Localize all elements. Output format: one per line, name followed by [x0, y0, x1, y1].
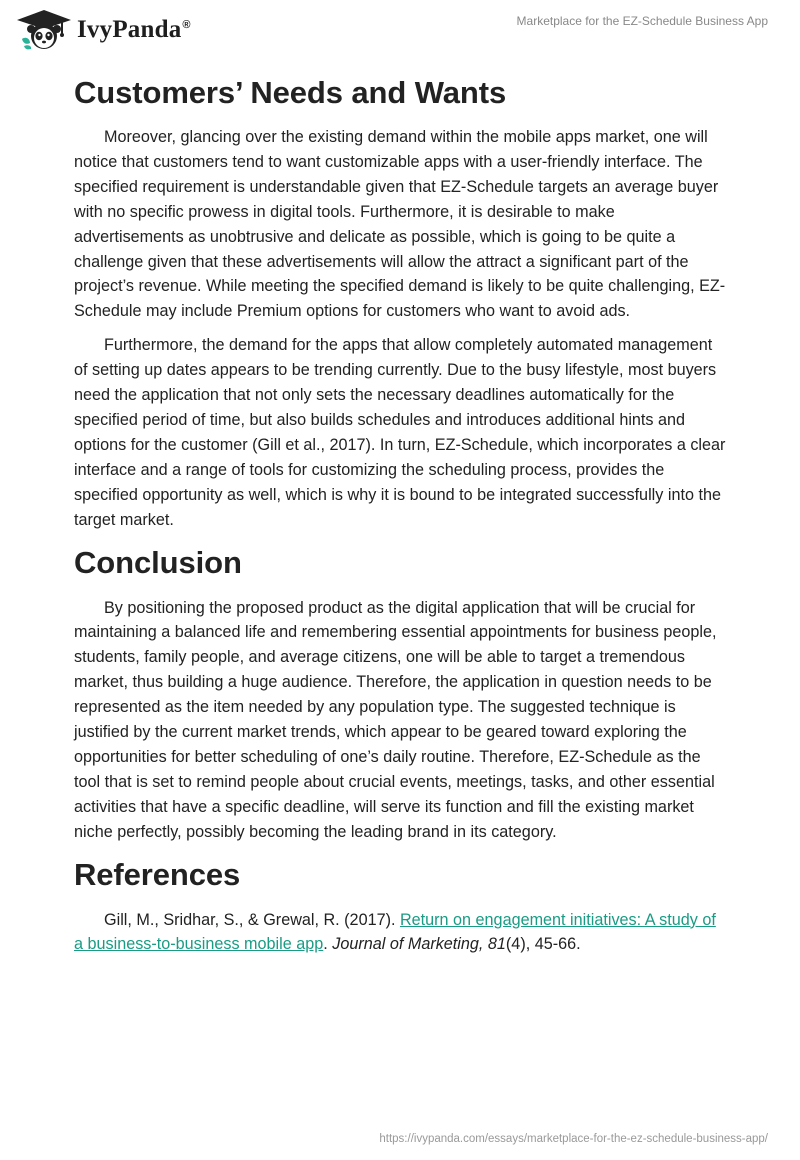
reference-authors: Gill, M., Sridhar, S., & Grewal, R. (2017).: [104, 910, 400, 929]
panda-graduate-icon: [16, 9, 72, 51]
essay-content: [74, 70, 726, 966]
paragraph: Furthermore, the demand for the apps that allow completely automated management of setting up dates appears to be trending currently. Due to the busy lifestyle, most buyers need the application that not only sets the necessary deadlines automatically for the specified period of time, but also builds schedules and introduces additional hints and options for the customer (Gill et al., 2017). In turn, EZ-Schedule, which incorporates a clear interface and a range of tools for customizing the scheduling process, provides the specified opportunity as well, which is why it is bound to be integrated successfully into the target market.: [74, 336, 726, 529]
reference-title-link[interactable]: Return on engagement initiatives: A study of a business-to-business mobile app: [74, 910, 716, 954]
brand-logo[interactable]: [16, 9, 191, 51]
paragraph: Moreover, glancing over the existing demand within the mobile apps market, one will notice that customers tend to want customizable apps with a user-friendly interface. The specified requirement is understandable given that EZ-Schedule targets an average buyer with no specific prowess in digital tools. Furthermore, it is desirable to make advertisements as unobtrusive and delicate as possible, which is going to be quite a challenge given that these advertisements will allow the attract a significant part of the project’s revenue. While meeting the specified demand is likely to be quite challenging, EZ-Schedule may include Premium options for customers who want to avoid ads.: [74, 128, 726, 321]
running-title: Marketplace for the EZ-Schedule Business App: [516, 14, 768, 28]
section-heading-needs: Customers’ Needs and Wants: [74, 75, 507, 110]
reference-journal: Journal of Marketing, 81: [332, 935, 506, 954]
reference-issue-pages: (4), 45-66.: [505, 935, 581, 954]
source-url[interactable]: https://ivypanda.com/essays/marketplace-for-the-ez-schedule-business-app/: [379, 1133, 768, 1145]
brand-name: IvyPanda®: [77, 16, 191, 43]
paragraph: By positioning the proposed product as the digital application that will be crucial for maintaining a balanced life and remembering essential appointments for business people, students, family people, and average citizens, one will be able to target a tremendous market, thus building a huge audience. Therefore, the application in question needs to be represented as the item needed by any population type. The suggested technique is justified by the current market trends, which appear to be geared toward exploring the opportunities for better scheduling of one’s daily routine. Therefore, EZ-Schedule as the tool that is set to remind people about crucial events, meetings, tasks, and other essential activities that have a specific deadline, will serve its function and fill the existing market niche perfectly, possibly becoming the leading brand in its category.: [74, 598, 717, 841]
page-header: [0, 0, 800, 60]
reference-separator: .: [323, 935, 333, 954]
section-heading-conclusion: Conclusion: [74, 544, 242, 580]
reference-entry: [74, 908, 726, 958]
section-heading-references: References: [74, 856, 241, 892]
